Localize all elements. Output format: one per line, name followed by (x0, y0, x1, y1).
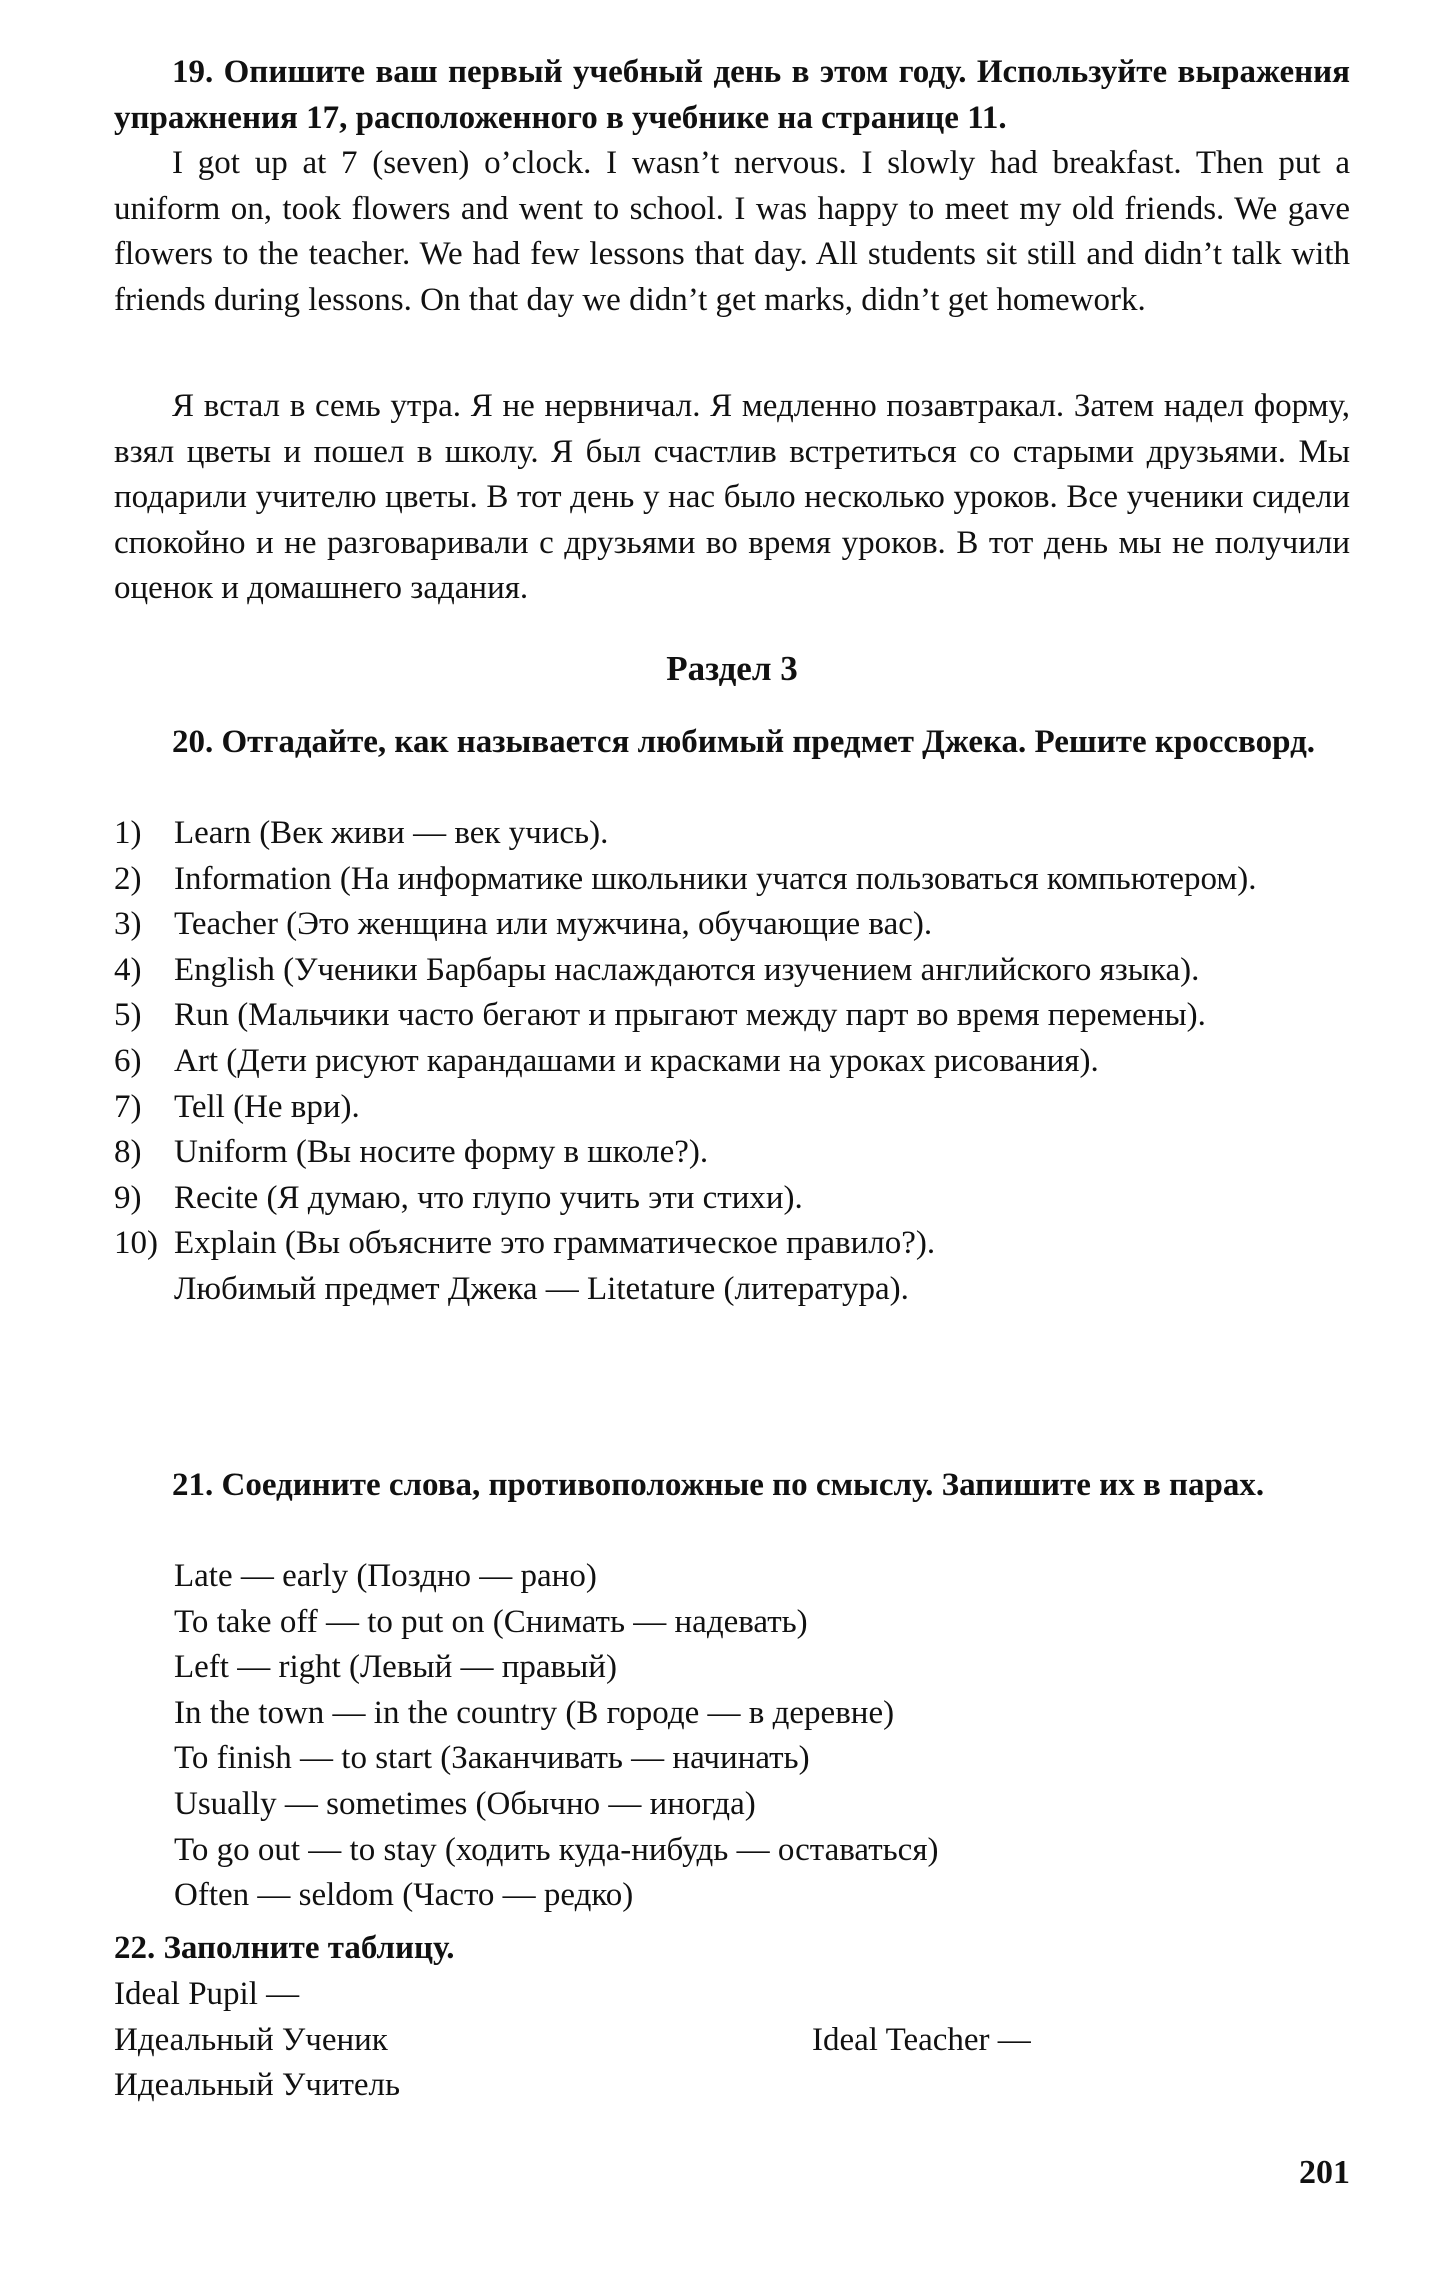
list-item (114, 857, 1350, 903)
item-number: 8) (114, 1134, 142, 1171)
item-number: 3) (114, 906, 142, 943)
item-text: Explain (Вы объясните это грамматическое правило?). (174, 1225, 936, 1262)
word-pair: To take off — to put on (Снимать — надевать) (174, 1603, 808, 1640)
exercise-19-title: 19. Опишите ваш первый учебный день в этом году. Используйте выражения упражнения 17, расположенного в учебнике на странице 11. (114, 54, 1350, 136)
ideal-teacher-en: Ideal Teacher — (812, 2021, 1031, 2058)
list-item (114, 1039, 1350, 1085)
item-number: 10) (114, 1225, 158, 1262)
exercise-21-pairs (114, 1554, 1350, 1919)
item-number: 5) (114, 997, 142, 1034)
list-item (114, 902, 1350, 948)
word-pair: In the town — in the country (В городе — в деревне) (174, 1694, 895, 1731)
word-pair: Left — right (Левый — правый) (174, 1649, 617, 1686)
list-item (114, 993, 1350, 1039)
ideal-pupil-en: Ideal Pupil — (114, 1976, 300, 2012)
item-text: Tell (Не ври). (174, 1088, 360, 1125)
list-item (114, 1176, 1350, 1222)
word-pair: Late — early (Поздно — рано) (174, 1558, 597, 1594)
list-item (114, 948, 1350, 994)
ideal-teacher-ru: Идеальный Учитель (114, 2067, 401, 2104)
exercise-22-title: 22. Заполните таблицу. (114, 1930, 455, 1966)
item-number: 1) (114, 815, 142, 851)
item-number: 6) (114, 1042, 142, 1079)
item-text: Run (Мальчики часто бегают и прыгают между парт во время перемены). (174, 997, 1206, 1034)
list-item (114, 1221, 1350, 1267)
exercise-22-table (114, 1972, 1350, 2109)
item-text: Teacher (Это женщина или мужчина, обучающие вас). (174, 906, 933, 943)
list-item (114, 1130, 1350, 1176)
item-text: Recite (Я думаю, что глупо учить эти стихи). (174, 1179, 803, 1216)
page-number: 201 (1299, 2154, 1350, 2191)
exercise-19-russian-text: Я встал в семь утра. Я не нервничал. Я медленно позавтракал. Затем надел форму, взял цветы и пошел в школу. Я был счастлив встретиться со старыми друзьями. Мы подарили учителю цветы. В тот день у нас было несколько уроков. Все ученики сидели спокойно и не разговаривали с друзьями во время уроков. В тот день мы не получили оценок и домашнего задания. (114, 388, 1350, 607)
item-number: 7) (114, 1088, 142, 1125)
list-item (114, 811, 1350, 857)
item-text: Learn (Век живи — век учись). (174, 815, 609, 851)
section-title: Раздел 3 (666, 649, 798, 688)
word-pair: To finish — to start (Заканчивать — начинать) (174, 1740, 810, 1777)
ideal-pupil-ru: Идеальный Ученик (114, 2021, 388, 2058)
item-text: Art (Дети рисуют карандашами и красками на уроках рисования). (174, 1042, 1099, 1079)
list-item (114, 1085, 1350, 1131)
item-text: Uniform (Вы носите форму в школе?). (174, 1134, 709, 1171)
exercise-20-list (114, 811, 1350, 1313)
item-text: English (Ученики Барбары наслаждаются изучением английского языка). (174, 951, 1200, 988)
exercise-21-title: 21. Соедините слова, противоположные по смыслу. Запишите их в парах. (172, 1467, 1265, 1503)
exercise-20-title: 20. Отгадайте, как называется любимый предмет Джека. Решите кроссворд. (172, 724, 1316, 760)
word-pair: Often — seldom (Часто — редко) (174, 1877, 634, 1914)
item-number: 4) (114, 951, 142, 988)
word-pair: To go out — to stay (ходить куда-нибудь — оставаться) (174, 1831, 939, 1868)
exercise-20-answer: Любимый предмет Джека — Litetature (литература). (174, 1270, 909, 1307)
item-number: 9) (114, 1179, 142, 1216)
item-text: Information (На информатике школьники учатся пользоваться компьютером). (174, 860, 1257, 897)
word-pair: Usually — sometimes (Обычно — иногда) (174, 1785, 756, 1822)
exercise-19-english-text: I got up at 7 (seven) o’clock. I wasn’t nervous. I slowly had breakfast. Then put a uniform on, took flowers and went to school. I was happy to meet my old friends. We gave flowers to the teacher. We had few lessons that day. All students sit still and didn’t talk with friends during lessons. On that day we didn’t get marks, didn’t get homework. (114, 145, 1350, 318)
item-number: 2) (114, 860, 142, 897)
